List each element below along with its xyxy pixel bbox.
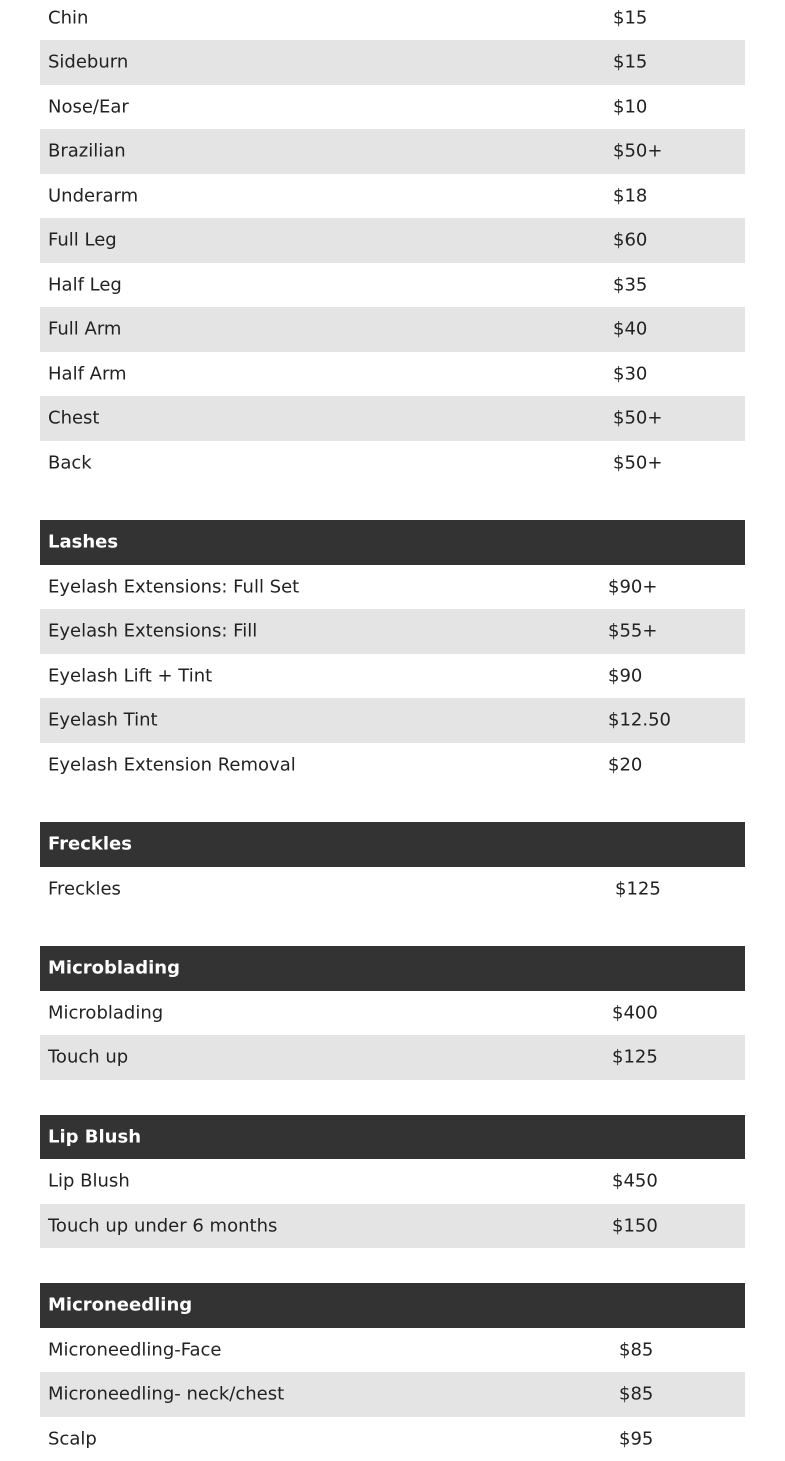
- service-name: Sideburn: [48, 52, 128, 73]
- service-price: $450: [612, 1171, 658, 1192]
- service-name: Eyelash Lift + Tint: [48, 665, 212, 686]
- service-price: $30: [613, 363, 647, 384]
- service-price: $90: [608, 665, 642, 686]
- service-price: $20: [608, 754, 642, 775]
- service-name: Half Leg: [48, 274, 122, 295]
- price-row: [40, 609, 745, 654]
- service-name: Touch up: [48, 1047, 128, 1068]
- section-header: [40, 822, 745, 867]
- price-row: [40, 0, 745, 40]
- service-name: Back: [48, 452, 92, 473]
- section-header: [40, 1283, 745, 1328]
- section-title: Microneedling: [48, 1295, 192, 1316]
- price-row: [40, 1035, 745, 1080]
- section-header: [40, 946, 745, 991]
- service-name: Freckles: [48, 878, 121, 899]
- service-price: $150: [612, 1215, 658, 1236]
- service-price: $35: [613, 274, 647, 295]
- service-name: Eyelash Extensions: Full Set: [48, 576, 299, 597]
- price-row: [40, 1328, 745, 1373]
- price-row: [40, 174, 745, 219]
- service-price: $18: [613, 185, 647, 206]
- service-price: $85: [619, 1339, 653, 1360]
- service-price: $50+: [613, 452, 662, 473]
- service-name: Full Leg: [48, 230, 117, 251]
- section-title: Microblading: [48, 958, 180, 979]
- section-header: [40, 520, 745, 565]
- section-title: Lip Blush: [48, 1126, 141, 1147]
- price-row: [40, 565, 745, 610]
- price-row: [40, 1159, 745, 1204]
- microneedling-price-table: [40, 1283, 745, 1461]
- service-name: Chest: [48, 408, 100, 429]
- service-price: $85: [619, 1384, 653, 1405]
- microblading-price-table: [40, 946, 745, 1080]
- service-price: $15: [613, 52, 647, 73]
- service-name: Touch up under 6 months: [48, 1215, 277, 1236]
- price-row: [40, 441, 745, 486]
- price-row: [40, 1372, 745, 1417]
- price-row: [40, 1417, 745, 1461]
- lip-blush-price-table: [40, 1115, 745, 1249]
- service-name: Microneedling-Face: [48, 1339, 221, 1360]
- service-name: Nose/Ear: [48, 96, 129, 117]
- service-name: Full Arm: [48, 319, 121, 340]
- service-price: $55+: [608, 621, 657, 642]
- service-name: Eyelash Tint: [48, 710, 158, 731]
- service-name: Eyelash Extensions: Fill: [48, 621, 257, 642]
- service-price: $125: [615, 878, 661, 899]
- service-price: $12.50: [608, 710, 671, 731]
- price-row: [40, 218, 745, 263]
- price-row: [40, 654, 745, 699]
- service-price: $90+: [608, 576, 657, 597]
- service-price: $400: [612, 1002, 658, 1023]
- section-title: Lashes: [48, 532, 118, 553]
- service-price: $40: [613, 319, 647, 340]
- price-row: [40, 991, 745, 1036]
- price-row: [40, 40, 745, 85]
- price-row: [40, 396, 745, 441]
- service-price: $125: [612, 1047, 658, 1068]
- service-price: $50+: [613, 141, 662, 162]
- service-name: Brazilian: [48, 141, 126, 162]
- section-header: [40, 1115, 745, 1160]
- price-row: [40, 867, 745, 912]
- service-name: Eyelash Extension Removal: [48, 754, 296, 775]
- service-price: $60: [613, 230, 647, 251]
- service-name: Underarm: [48, 185, 138, 206]
- service-name: Microblading: [48, 1002, 163, 1023]
- service-name: Scalp: [48, 1428, 97, 1449]
- service-price: $95: [619, 1428, 653, 1449]
- price-row: [40, 85, 745, 130]
- price-row: [40, 352, 745, 397]
- service-name: Half Arm: [48, 363, 127, 384]
- price-row: [40, 263, 745, 308]
- service-price: $10: [613, 96, 647, 117]
- service-name: Lip Blush: [48, 1171, 130, 1192]
- lashes-price-table: [40, 520, 745, 787]
- service-name: Microneedling- neck/chest: [48, 1384, 284, 1405]
- price-row: [40, 698, 745, 743]
- price-row: [40, 129, 745, 174]
- price-row: [40, 307, 745, 352]
- service-price: $50+: [613, 408, 662, 429]
- freckles-price-table: [40, 822, 745, 911]
- section-title: Freckles: [48, 834, 132, 855]
- waxing-price-table: [40, 0, 745, 485]
- service-name: Chin: [48, 7, 88, 28]
- service-price: $15: [613, 7, 647, 28]
- price-row: [40, 743, 745, 788]
- price-row: [40, 1204, 745, 1249]
